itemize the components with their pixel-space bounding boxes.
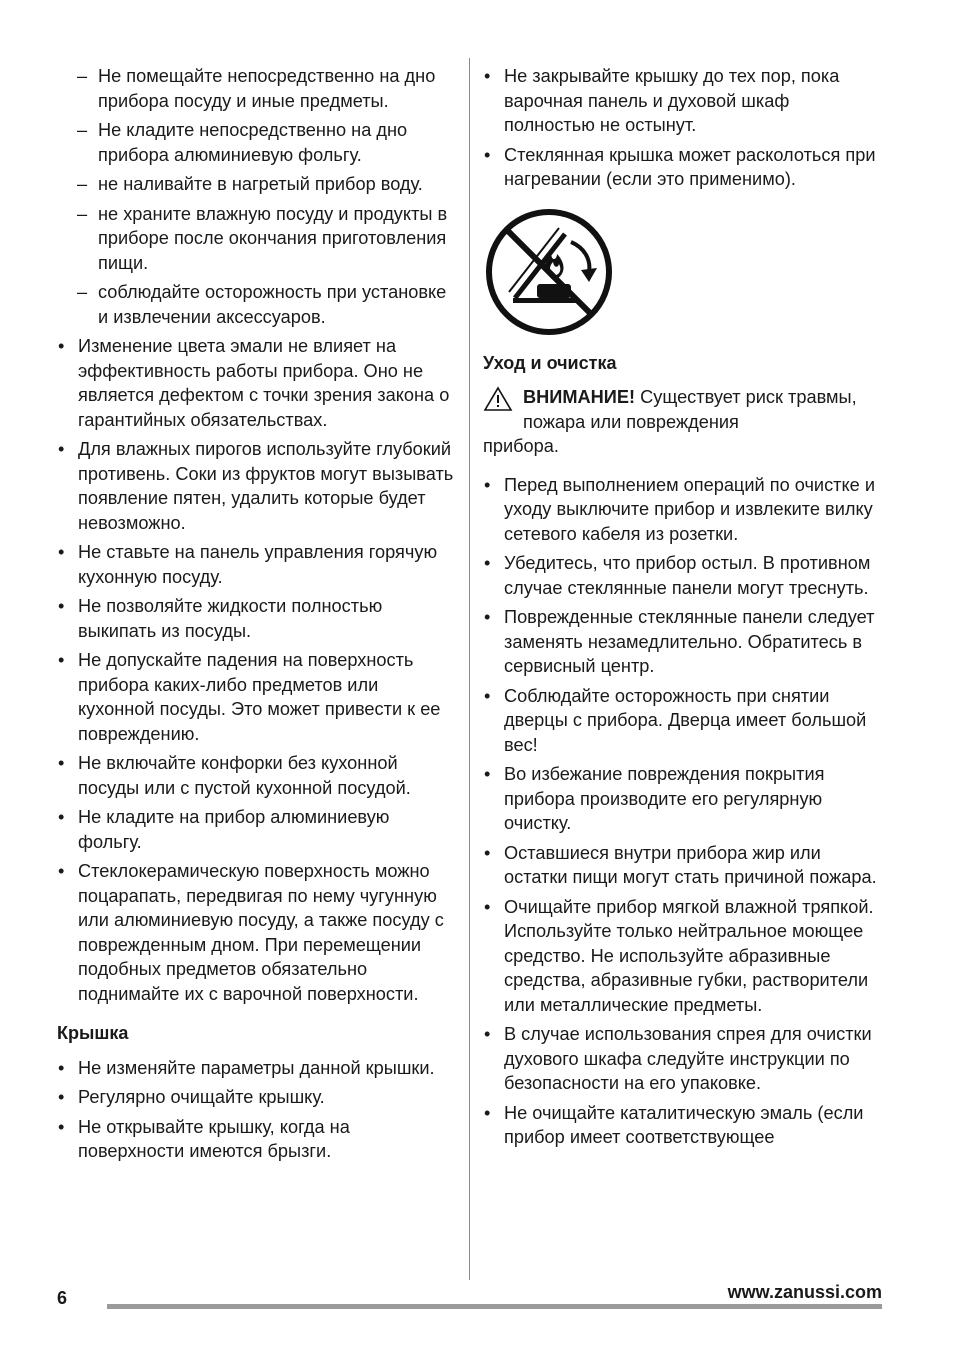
bullet-marker: • [58, 807, 65, 827]
list-item: • Поврежденные стеклянные панели следует заменять незамедлительно. Обратитесь в сервисный центр. [484, 607, 875, 676]
dash-marker: – [77, 120, 88, 140]
list-item: – не храните влажную посуду и продукты в приборе после окончания приготовления пищи. [77, 203, 448, 273]
bullet-marker: • [58, 861, 65, 881]
dash-marker: – [77, 66, 88, 86]
list-item: • Не допускайте падения на поверхность прибора каких-либо предметов или кухонной посуды. Это может привести к ее повреждению. [58, 650, 441, 744]
care-bullet-list [483, 473, 885, 1150]
list-item: • Убедитесь, что прибор остыл. В противном случае стеклянные панели могут треснуть. [484, 553, 871, 598]
column-divider [469, 58, 470, 1280]
bullet-list [57, 334, 457, 1006]
lid-warning-list [483, 64, 885, 192]
warning-triangle-icon [483, 386, 513, 419]
lid-bullet-list [57, 1056, 457, 1164]
list-item: • Соблюдайте осторожность при снятии дверцы с прибора. Дверца имеет большой вес! [484, 685, 867, 755]
list-item: • Не включайте конфорки без кухонной посуды или с пустой кухонной посудой. [58, 753, 411, 798]
dash-list [57, 64, 457, 329]
bullet-marker: • [58, 1057, 65, 1078]
left-column [57, 64, 457, 1169]
bullet-marker: • [58, 1116, 65, 1137]
bullet-marker: • [58, 439, 65, 459]
list-item: • Стеклокерамическую поверхность можно поцарапать, передвигая по нему чугунную или алюминиевую посуду, а также посуду с поврежденным дном. При перемещении подобных предметов обязательно поднимайте их с варочной поверхности. [58, 861, 444, 1004]
bullet-marker: • [58, 596, 65, 616]
list-item: • Для влажных пирогов используйте глубокий противень. Соки из фруктов могут вызывать появление пятен, удалить которые будет невозможно. [58, 439, 454, 533]
dash-marker: – [77, 174, 88, 194]
bullet-marker: • [484, 607, 491, 627]
list-item: • Во избежание повреждения покрытия прибора производите его регулярную очистку. [484, 764, 825, 833]
list-item: – соблюдайте осторожность при установке и извлечении аксессуаров. [77, 282, 447, 327]
list-item: • Стеклянная крышка может расколоться при нагревании (если это применимо). [484, 144, 876, 189]
bullet-marker: • [484, 685, 491, 706]
footer-rule [107, 1304, 882, 1309]
list-item: • Оставшиеся внутри прибора жир или остатки пищи могут стать причиной пожара. [484, 842, 877, 887]
warning-label: ВНИМАНИЕ! [523, 387, 636, 407]
bullet-marker: • [484, 553, 491, 573]
warning-continuation: прибора. [483, 436, 559, 456]
warning-block [483, 385, 885, 459]
bullet-marker: • [484, 144, 491, 165]
bullet-marker: • [484, 66, 491, 86]
bullet-marker: • [58, 1087, 65, 1107]
list-item: • Очищайте прибор мягкой влажной тряпкой. Используйте только нейтральное моющее средство. Не используйте абразивные средства, абразивные губки, растворители или металлические предметы. [484, 896, 874, 1015]
warning-text: ВНИМАНИЕ! Существует риск травмы, пожара или повреждения [523, 387, 857, 432]
bullet-marker: • [484, 1102, 491, 1123]
bullet-marker: • [484, 1024, 491, 1044]
list-item: • Не кладите на прибор алюминиевую фольгу. [58, 807, 390, 852]
footer-url-link[interactable]: www.zanussi.com [727, 1282, 882, 1302]
bullet-marker: • [484, 474, 491, 495]
list-item: • Изменение цвета эмали не влияет на эффективность работы прибора. Оно не является дефектом с точки зрения закона о гарантийных обязательствах. [58, 336, 450, 430]
dash-marker: – [77, 203, 88, 224]
bullet-marker: • [484, 842, 491, 863]
list-item: • Не очищайте каталитическую эмаль (если прибор имеет соответствующее [484, 1102, 864, 1147]
no-closing-lid-on-hot-hob-icon [485, 208, 613, 336]
list-item: • Перед выполнением операций по очистке и уходу выключите прибор и извлеките вилку сетевого кабеля из розетки. [484, 474, 876, 544]
bullet-marker: • [484, 764, 491, 784]
list-item: – Не кладите непосредственно на дно прибора алюминиевую фольгу. [77, 120, 408, 165]
bullet-marker: • [58, 650, 65, 670]
lid-heading: Крышка [57, 1023, 129, 1043]
list-item: • В случае использования спрея для очистки духового шкафа следуйте инструкции по безопасности на его упаковке. [484, 1024, 872, 1093]
list-item: • Не изменяйте параметры данной крышки. [57, 1056, 457, 1081]
list-item: • Регулярно очищайте крышку. [57, 1085, 457, 1110]
bullet-marker: • [58, 336, 65, 356]
list-item: • Не закрывайте крышку до тех пор, пока варочная панель и духовой шкаф полностью не остынут. [484, 66, 840, 135]
bullet-marker: • [58, 753, 65, 773]
care-heading: Уход и очистка [483, 352, 617, 373]
dash-marker: – [77, 282, 88, 302]
list-item: • Не позволяйте жидкости полностью выкипать из посуды. [58, 596, 383, 641]
list-item: – не наливайте в нагретый прибор воду. [57, 172, 457, 197]
bullet-marker: • [484, 896, 491, 917]
list-item: • Не открывайте крышку, когда на поверхности имеются брызги. [58, 1116, 350, 1161]
bullet-marker: • [58, 542, 65, 562]
list-item: • Не ставьте на панель управления горячую кухонную посуду. [58, 542, 438, 587]
list-item: – Не помещайте непосредственно на дно прибора посуду и иные предметы. [77, 66, 436, 111]
right-column [483, 64, 885, 1155]
page-number: 6 [57, 1288, 68, 1308]
